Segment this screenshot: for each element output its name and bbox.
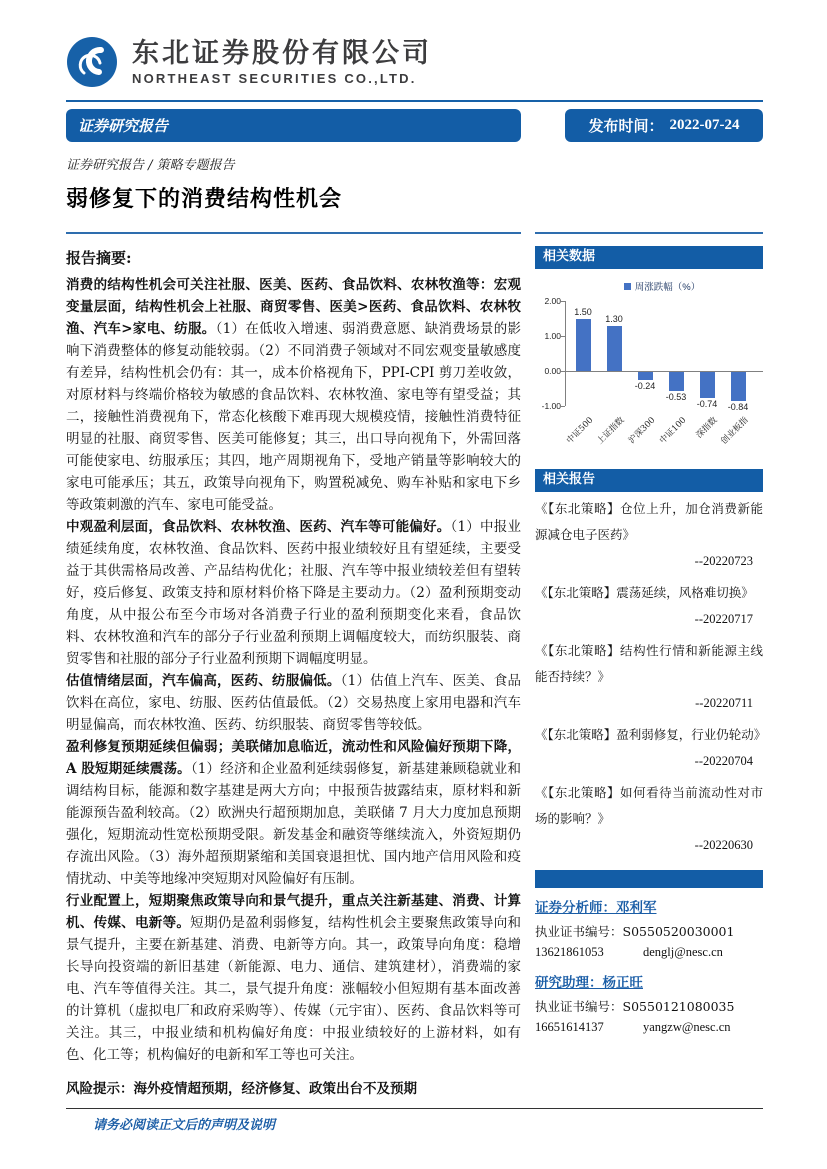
analyst-cert bbox=[535, 996, 763, 1017]
weekly-change-chart bbox=[535, 279, 763, 469]
report-list-item bbox=[535, 722, 767, 774]
paragraph-lead: 盈利修复预期延续但偏弱；美联储加息临近，流动性和风险偏好预期下降，A 股短期延续震荡。 bbox=[66, 739, 521, 777]
report-date: --20220723 bbox=[694, 554, 753, 568]
report-link[interactable]: 《【东北策略】如何看待当前流动性对市场的影响？》 bbox=[535, 785, 763, 826]
bar-value-label: -0.74 bbox=[696, 398, 718, 409]
analyst-contact bbox=[535, 1017, 763, 1038]
publish-date-banner bbox=[565, 109, 763, 142]
bar-value-label: 1.30 bbox=[605, 313, 623, 324]
report-link[interactable]: 《【东北策略】盈利弱修复，行业仍轮动》 bbox=[535, 727, 767, 742]
report-date: --20220711 bbox=[695, 696, 753, 710]
summary-paragraph bbox=[66, 670, 521, 736]
analyst-section-divider bbox=[535, 870, 763, 888]
y-tick-label: 0.00 bbox=[544, 366, 561, 376]
report-link[interactable]: 《【东北策略】仓位上升，加仓消费新能源减仓电子医药》 bbox=[535, 501, 763, 542]
paragraph-body: （1）在低收入增速、弱消费意愿、缺消费场景的影响下消费整体的修复动能较弱。（2）不同消费子领域对不同宏观变量敏感度有差异，结构性机会仍有：其一，成本价格视角下，PPI-CPI 剪刀差收敛，对原材料与终端价格较为敏感的食品饮料、农林牧渔、家电等有望受益；其二，接触性消费视角下，常态化核酸下难再现大规模疫情，接触性消费特征明显的社服、商贸零售、医美可能修复；其三，出口导向视角下，外需回落可能使家电、纺服承压；其四，地产周期视角下，受地产销量等影响较大的家电可能承压；其五，政策导向视角下，购置税减免、购车补贴和家电下乡等政策刺激的汽车、家电可能受益。 bbox=[66, 321, 521, 513]
publish-date-label: 发布时间： bbox=[588, 117, 664, 135]
summary-heading: 报告摘要: bbox=[66, 249, 132, 267]
sidebar bbox=[535, 246, 767, 1038]
analyst-name bbox=[535, 973, 763, 993]
legend-marker-icon bbox=[624, 283, 631, 290]
page-title: 弱修复下的消费结构性机会 bbox=[66, 186, 343, 212]
x-category-label: 创业板指 bbox=[719, 415, 751, 447]
report-date: --20220704 bbox=[694, 754, 753, 768]
y-tick-mark bbox=[561, 406, 565, 407]
summary-column bbox=[66, 246, 521, 1100]
x-category-label: 沪深300 bbox=[626, 415, 658, 446]
chart-legend bbox=[561, 279, 763, 293]
analyst-name-value: 杨正旺 bbox=[602, 975, 643, 991]
cert-label: 执业证书编号： bbox=[535, 999, 623, 1014]
summary-paragraph bbox=[66, 736, 521, 890]
summary-paragraph bbox=[66, 516, 521, 670]
analyst-email[interactable]: yangzw@nesc.cn bbox=[643, 1020, 731, 1034]
bar-沪深300 bbox=[638, 372, 653, 380]
analyst-cert bbox=[535, 921, 763, 942]
paragraph-lead: 消费的结构性机会可关注社服、医美、医药、食品饮料、农林牧渔等：宏观变量层面，结构性机会上社服、商贸零售、医美>医药、食品饮料、农林牧渔、汽车>家电、纺服。 bbox=[66, 277, 521, 337]
y-tick-label: -1.00 bbox=[541, 401, 561, 411]
report-date: --20220630 bbox=[694, 838, 753, 852]
y-tick-mark bbox=[561, 336, 565, 337]
cert-number: S0550520030001 bbox=[622, 924, 735, 939]
y-axis-line bbox=[565, 301, 566, 406]
right-column-rule bbox=[535, 232, 763, 234]
footer-divider bbox=[66, 1108, 763, 1109]
risk-warning: 风险提示：海外疫情超预期，经济修复、政策出台不及预期 bbox=[66, 1081, 417, 1097]
bar-value-label: -0.53 bbox=[665, 391, 687, 402]
analyst-entry bbox=[535, 973, 763, 1038]
y-tick-label: 2.00 bbox=[544, 296, 561, 306]
x-category-label: 中证100 bbox=[657, 415, 689, 446]
report-list-item bbox=[535, 638, 763, 716]
publish-date-value: 2022-07-24 bbox=[669, 117, 740, 133]
left-column-rule bbox=[66, 232, 521, 234]
cert-number: S0550121080035 bbox=[622, 999, 735, 1014]
bar-中证100 bbox=[669, 372, 684, 391]
related-reports-header: 相关报告 bbox=[535, 469, 763, 492]
company-logo-block bbox=[66, 36, 432, 88]
related-data-header: 相关数据 bbox=[535, 246, 763, 269]
x-category-label: 深指数 bbox=[694, 415, 720, 441]
analyst-contact bbox=[535, 942, 763, 963]
analyst-entry bbox=[535, 898, 763, 963]
report-link[interactable]: 《【东北策略】结构性行情和新能源主线能否持续？》 bbox=[535, 643, 763, 684]
summary-paragraphs bbox=[66, 274, 521, 1066]
report-link[interactable]: 《【东北策略】震荡延续，风格难切换》 bbox=[535, 585, 754, 600]
legend-label: 周涨跌幅（%） bbox=[634, 282, 701, 293]
report-date: --20220717 bbox=[694, 612, 753, 626]
bar-中证500 bbox=[576, 319, 591, 372]
bar-chart-plot bbox=[564, 301, 763, 447]
analyst-phone: 16651614137 bbox=[535, 1020, 604, 1034]
paragraph-body: 短期仍是盈利弱修复，结构性机会主要聚焦政策导向和景气提升，主要在新基建、消费、电新等方向。其一，政策导向角度：稳增长导向投资端的新旧基建（新能源、电力、通信、建筑建材），消费端的家电、汽车等值得关注。其二，景气提升角度：涨幅较小但短期有基本面改善的计算机（虚拟电厂和政府采购等）、传媒（元宇宙）、医药、食品饮料等可关注。其三，中报业绩和机构偏好角度：中报业绩较好的上游材料，如有色、化工等；机构偏好的电新和军工等也可关注。 bbox=[66, 915, 521, 1063]
x-category-label: 中证500 bbox=[564, 415, 596, 446]
paragraph-body: （1）经济和企业盈利延续弱修复，新基建兼顾稳就业和调结构目标，能源和数字基建是两大方向；中报预告披露结束，原材料和新能源预告盈利较高。（2）欧洲央行超预期加息，美联储 7 月大力度加息预期强化，短期流动性宽松预期受限。新发基金和融资等继续流入，外资短期仍存流出风险。（3）海外超预期紧缩和美国衰退担忧、国内地产信用风险和疫情扰动、中美等地缘冲突短期对风险偏好有压制。 bbox=[66, 761, 521, 887]
analyst-role-label: 研究助理： bbox=[535, 975, 603, 991]
chart-area bbox=[535, 296, 763, 461]
y-tick-label: 1.00 bbox=[544, 331, 561, 341]
related-reports-list bbox=[535, 496, 767, 858]
header-divider bbox=[66, 100, 763, 102]
paragraph-lead: 中观盈利层面，食品饮料、农林牧渔、医药、汽车等可能偏好。 bbox=[66, 519, 451, 535]
bar-深指数 bbox=[700, 372, 715, 398]
report-list-item bbox=[535, 780, 763, 858]
y-tick-mark bbox=[561, 371, 565, 372]
report-list-item bbox=[535, 580, 763, 632]
bar-value-label: 1.50 bbox=[574, 306, 592, 317]
summary-paragraph bbox=[66, 274, 521, 516]
paragraph-lead: 估值情绪层面，汽车偏高，医药、纺服偏低。 bbox=[66, 673, 341, 689]
bar-value-label: -0.84 bbox=[727, 402, 749, 413]
footer-disclaimer: 请务必阅读正文后的声明及说明 bbox=[93, 1118, 276, 1133]
paragraph-lead: 行业配置上，短期聚焦政策导向和景气提升，重点关注新基建、消费、计算机、传媒、电新等。 bbox=[66, 893, 521, 931]
bar-value-label: -0.24 bbox=[634, 381, 656, 392]
report-type-label: 证券研究报告 bbox=[78, 117, 169, 135]
x-category-label: 上证指数 bbox=[595, 415, 627, 447]
analyst-phone: 13621861053 bbox=[535, 945, 604, 959]
company-name-cn: 东北证券股份有限公司 bbox=[132, 38, 432, 68]
report-list-item bbox=[535, 496, 763, 574]
report-type-banner bbox=[66, 109, 521, 142]
analyst-block bbox=[535, 898, 763, 1038]
analyst-name-value: 邓利军 bbox=[616, 900, 657, 916]
y-tick-mark bbox=[561, 301, 565, 302]
analyst-role-label: 证券分析师： bbox=[535, 900, 616, 916]
analyst-email[interactable]: denglj@nesc.cn bbox=[643, 945, 723, 959]
paragraph-body: （1）估值上汽车、医美、食品饮料在高位，家电、纺服、医药估值最低。（2）交易热度上家用电器和汽车明显偏高，而农林牧渔、医药、纺织服装、商贸零售等较低。 bbox=[66, 673, 521, 733]
summary-paragraph bbox=[66, 890, 521, 1066]
company-name-en: NORTHEAST SECURITIES CO.,LTD. bbox=[132, 71, 417, 86]
company-logo-icon bbox=[66, 36, 118, 88]
cert-label: 执业证书编号： bbox=[535, 924, 623, 939]
bar-上证指数 bbox=[607, 326, 622, 372]
bar-创业板指 bbox=[731, 372, 746, 401]
analyst-name bbox=[535, 898, 763, 918]
breadcrumb: 证券研究报告 / 策略专题报告 bbox=[66, 158, 235, 173]
paragraph-body: （1）中报业绩延续角度，农林牧渔、食品饮料、医药中报业绩较好且有望延续，主要受益于其供需格局改善、产品结构优化；社服、汽车等中报业绩较差但有望转好，疫后修复、政策支持和原材料价格下降是主要动力。（2）盈利预期变动角度，从中报公布至今市场对各消费子行业的盈利预期变化来看，食品饮料、农林牧渔和汽车的部分子行业盈利预期上调幅度较大，而纺织服装、商贸零售和社服的部分子行业盈利预期下调幅度明显。 bbox=[66, 519, 521, 667]
